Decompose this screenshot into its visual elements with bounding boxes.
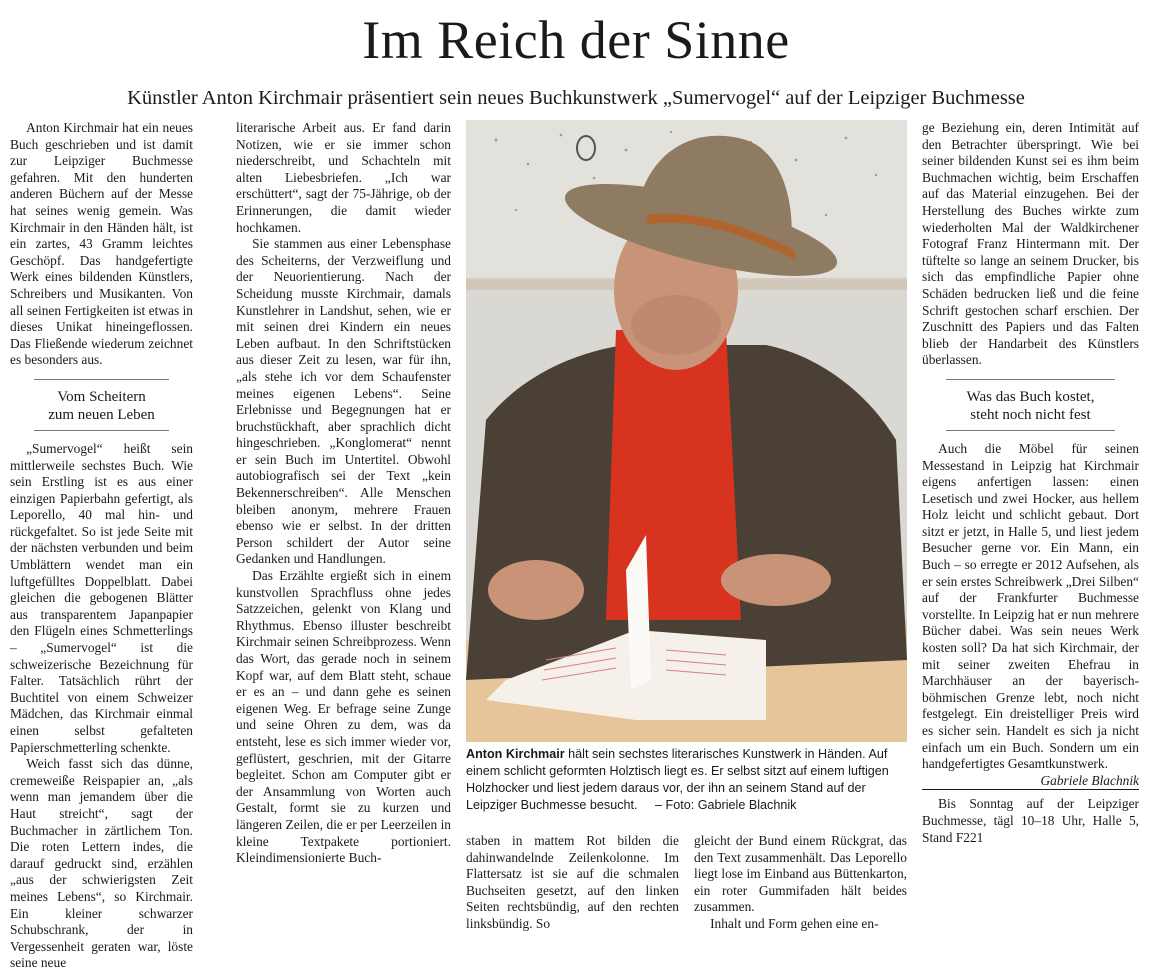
paragraph-text: Auch die Möbel für seinen Messestand in Leipzig hat Kirchmair eigens anfertigen lassen: einen Lesetisch und zwei Hocker, aus hellem Holz leicht und schlicht gebaut. Dort sitzt er jetzt, in Halle 5, und liest jedem Besucher gerne vor. Ein Mann, ein Buch – so erregte er 2012 Aufsehen, als er sein erstes Schreibwerk „Drei Silben“ auf der Frankfurter Buchmesse vorstellte. In Leipzig hat er nun mehrere Bücher dabei. Was sein neues Werk kosten soll? Da hat sich Kirchmair, der mit seiner zweiten Ehefrau in Marchhäuser an der bayerisch-böhmischen Grenze lebt, noch nicht festgelegt. Ein dreistelliger Preis wird es sicher sein. Handelt es sich ja nicht einfach um ein Buch. Sondern um ein handgefertigtes Gesamtkunstwerk.	[922, 440, 1139, 772]
section-subhead	[34, 379, 169, 431]
section-subhead	[946, 379, 1115, 431]
headline: Im Reich der Sinne	[362, 10, 790, 70]
article-column-3	[466, 833, 679, 943]
caption-name: Anton Kirchmair	[466, 747, 565, 761]
subhead-line: zum neuen Leben	[48, 406, 155, 423]
article-column-1	[10, 120, 193, 971]
paragraph: gleicht der Bund einem Rückgrat, das den Text zusammenhält. Das Leporello liegt lose im Einband aus Büttenkarton, ein roter Gummifaden hält beides zusammen.	[694, 833, 907, 915]
paragraph: staben in mattem Rot bilden die dahinwandelnde Zeilenkolonne. Im Flattersatz ist sie auf die schmalen Buchseiten gesetzt, auf den linken Seiten rechtsbündig, auf den rechten linksbündig. So	[466, 833, 679, 931]
paragraph: Das Erzählte ergießt sich in einem kunstvollen Sprachfluss ohne jedes Satzzeichen, gelenkt von Klang und Rhythmus. Ebenso illuster beschreibt Kirchmair seinen Schreibprozess. Wenn das Wort, das gerade noch in seinem Kopf war, auf dem Blatt steht, schaue er es an – und dann gehe es seinen eigenen Weg. Er befrage seine Zunge und seine Ohren zu dem, was da entsteht, lese es sich immer wieder vor, geflüstert, geschrien, mit der Gitarre begleitet. Schon am Computer gibt er der Ansammlung von Worten auch Gestalt, formt sie zu kurzen und längeren Zeilen, die er per Leerzeilen in kleine Textpakete portioniert. Kleindimensionierte Buch-	[236, 568, 451, 866]
article-photo	[466, 120, 907, 742]
paragraph	[922, 440, 1139, 788]
paragraph: ge Beziehung ein, deren Intimität auf den Betrachter überspringt. Wie bei seiner bildenden Kunst sei es ihm beim Buchmachen wichtig, beim Erschaffen auf das Material einzugehen. Bei der Herstellung des Buches wirkte zum wiederholten Mal der Waldkirchener Fotograf Franz Hintermann mit. Der tüftelte so lange an seinem Drucker, bis sich das empfindliche Papier ohne Schäden bedrucken ließ und die feine Schrift gestochen scharf erschien. Der Zuschnitt des Papiers und das Falten blieb der Handarbeit des Künstlers überlassen.	[922, 120, 1139, 368]
caption-text: hält sein sechstes literarisches Kunstwerk in Händen. Auf einem schlicht geformten Holztisch liegt es. Er selbst sitzt auf einem luftigen Holzhocker und liest jedem daraus vor, der ihn an seinem Stand auf der Leipziger Buchmesse besucht.	[466, 747, 889, 812]
author-byline: Gabriele Blachnik	[1040, 772, 1139, 788]
subhead-line: steht noch nicht fest	[970, 406, 1091, 423]
paragraph: literarische Arbeit aus. Er fand darin Notizen, wie er sie immer schon niederschreibt, und Schachteln mit alten Liebesbriefen. „Ich war erschüttert“, sagt der 75-Jährige, ob der Erinnerungen, die damit wieder hochkamen.	[236, 120, 451, 235]
event-info-box: Bis Sonntag auf der Leipziger Buchmesse, tägl 10–18 Uhr, Halle 5, Stand F221	[922, 789, 1139, 846]
subheadline: Künstler Anton Kirchmair präsentiert sein neues Buchkunstwerk „Sumervogel“ auf der Leipziger Buchmesse	[127, 87, 1025, 109]
paragraph: Weich fasst sich das dünne, cremeweiße Reispapier an, „als wenn man jemandem über die Haut streicht“, sagt der Buchmacher in zärtlichem Ton. Die roten Lettern indes, die darauf gedruckt sind, erzählen „aus der schwierigsten Zeit meines Lebens“, so Kirchmair. Ein kleiner schwarzer Schubschrank, der in Vergessenheit geraten war, löste seine neue	[10, 756, 193, 971]
article-column-5	[922, 120, 1139, 940]
article-column-4	[694, 833, 907, 943]
subhead-line: Vom Scheitern	[57, 388, 146, 405]
paragraph: „Sumervogel“ heißt sein mittlerweile sechstes Buch. Wie sein Erstling ist es aus einer einzigen Papierbahn gefertigt, als Leporello, 40 mal hin- und rückgefaltet. So ist jede Seite mit der nächsten verbunden und beim Umblättern wendet man ein luftgefülltes Doppelblatt. Dabei gleichen die gebogenen Blätter aus transparentem Japanpapier den Flügeln eines Schmetterlings – „Sumervogel“ ist die schweizerische Bezeichnung für Falter. Tatsächlich rührt der Buchtitel von einem Schweizer Mädchen, das Kirchmair einmal einen selbst gefalteten Papierschmetterling schenkte.	[10, 440, 193, 755]
photo-illustration	[466, 120, 907, 742]
paragraph: Sie stammen aus einer Lebensphase des Scheiterns, der Verzweiflung und der Neuorientierung. Nach der Scheidung musste Kirchmair, damals Kunstlehrer in Landshut, sehen, wie er mit seinen drei Kindern ein neues Leben aufbaut. In den Schriftstücken aus dieser Zeit zu lesen, war für ihn, „als stehe ich vor dem Schaufenster meines eigenen Lebens“. Seine Erlebnisse und Begegnungen hat er bruchstückhaft, aber sprachlich dicht hingeschrieben. „Konglomerat“ nennt er sein Buch im Untertitel. Obwohl autobiografisch sei der Text „kein Bekennerschreiben“. Alle Menschen bleiben anonym, mehrere Frauen ebenso wie er selbst. In der dritten Person schildert der Autor seine Gedanken und Handlungen.	[236, 236, 451, 567]
photo-credit: – Foto: Gabriele Blachnik	[655, 798, 797, 812]
paragraph: Anton Kirchmair hat ein neues Buch geschrieben und ist damit zur Leipziger Buchmesse gefahren. Mit den hunderten anderen Büchern auf der Messe hat seines wenig gemein. Was Kirchmair in den Händen hält, ist ein zartes, 43 Gramm leichtes Geschöpf. Das handgefertigte Werk eines bildenden Künstlers, Schreibers und Musikanten. Von all seinen Fertigkeiten ist etwas in dieses Unikat hineingeflossen. Das Fließende wiederum zeichnet es besonders aus.	[10, 120, 193, 368]
subhead-line: Was das Buch kostet,	[966, 388, 1095, 405]
photo-caption	[466, 746, 907, 814]
paragraph: Inhalt und Form gehen eine en-	[710, 915, 879, 931]
article-column-2	[236, 120, 451, 940]
